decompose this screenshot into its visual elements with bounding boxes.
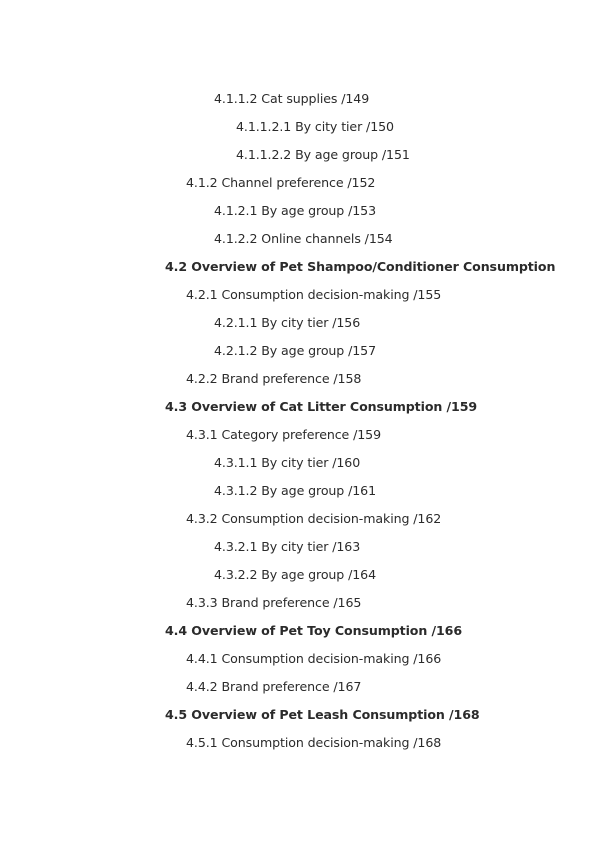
toc-section-heading[interactable]: 4.3 Overview of Cat Litter Consumption /159 xyxy=(165,399,478,414)
toc-section-heading[interactable]: 4.2 Overview of Pet Shampoo/Conditioner Consumption xyxy=(165,259,556,274)
toc-entry[interactable]: 4.4.2 Brand preference /167 xyxy=(186,679,362,694)
toc-entry[interactable]: 4.1.1.2.1 By city tier /150 xyxy=(236,119,394,134)
toc-entry[interactable]: 4.5.1 Consumption decision-making /168 xyxy=(186,735,442,750)
toc-entry[interactable]: 4.3.3 Brand preference /165 xyxy=(186,595,362,610)
toc-entry[interactable]: 4.3.1.1 By city tier /160 xyxy=(214,455,361,470)
toc-entry[interactable]: 4.4.1 Consumption decision-making /166 xyxy=(186,651,442,666)
toc-entry[interactable]: 4.3.2 Consumption decision-making /162 xyxy=(186,511,442,526)
toc-entry[interactable]: 4.3.1.2 By age group /161 xyxy=(214,483,376,498)
toc-section-heading[interactable]: 4.5 Overview of Pet Leash Consumption /168 xyxy=(165,707,480,722)
toc-entry[interactable]: 4.3.2.2 By age group /164 xyxy=(214,567,376,582)
toc-entry[interactable]: 4.2.1.1 By city tier /156 xyxy=(214,315,361,330)
toc-entry[interactable]: 4.3.1 Category preference /159 xyxy=(186,427,381,442)
toc-entry[interactable]: 4.1.1.2.2 By age group /151 xyxy=(236,147,410,162)
toc-entry[interactable]: 4.1.2 Channel preference /152 xyxy=(186,175,376,190)
toc-entry[interactable]: 4.2.2 Brand preference /158 xyxy=(186,371,362,386)
table-of-contents xyxy=(0,89,600,761)
toc-entry[interactable]: 4.1.2.1 By age group /153 xyxy=(214,203,376,218)
toc-section-heading[interactable]: 4.4 Overview of Pet Toy Consumption /166 xyxy=(165,623,462,638)
toc-entry[interactable]: 4.1.1.2 Cat supplies /149 xyxy=(214,91,370,106)
toc-entry[interactable]: 4.3.2.1 By city tier /163 xyxy=(214,539,361,554)
toc-entry[interactable]: 4.1.2.2 Online channels /154 xyxy=(214,231,393,246)
toc-entry[interactable]: 4.2.1 Consumption decision-making /155 xyxy=(186,287,442,302)
toc-entry[interactable]: 4.2.1.2 By age group /157 xyxy=(214,343,376,358)
